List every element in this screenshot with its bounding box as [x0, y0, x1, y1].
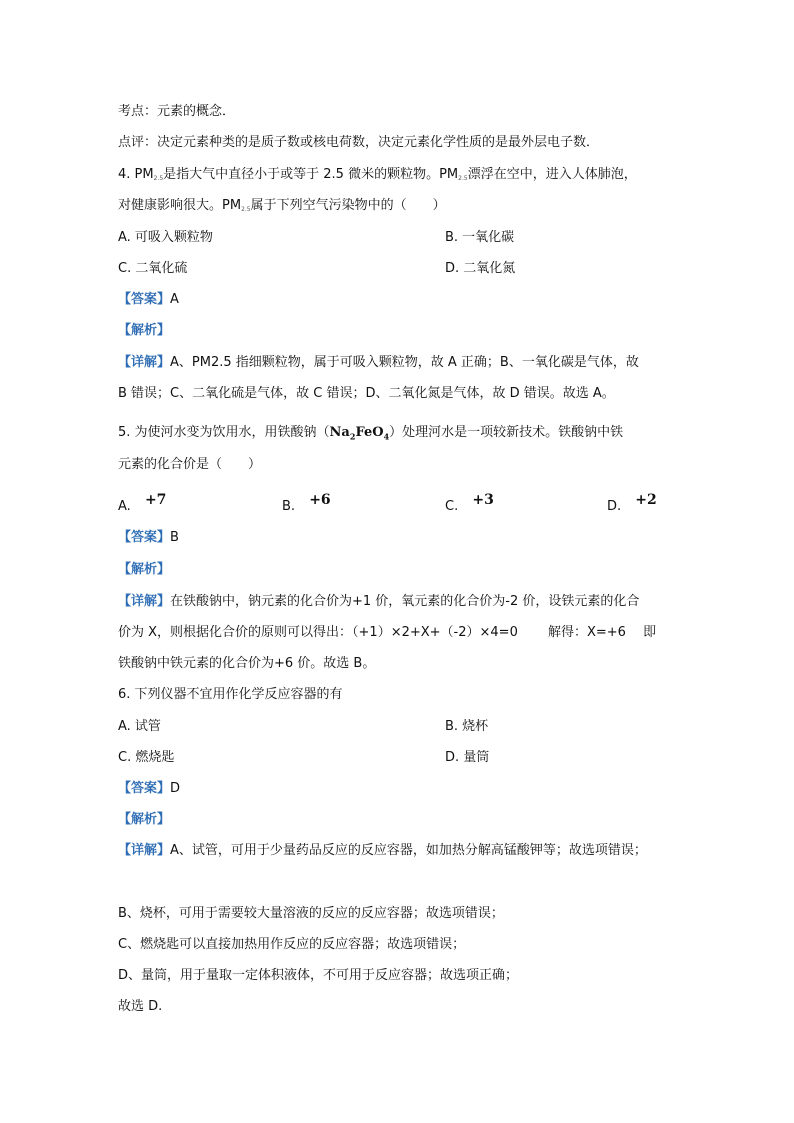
q6-option-b: B. 烧杯 [445, 719, 489, 734]
q6-option-c: C. 燃烧匙 [118, 750, 175, 765]
q6-option-d: D. 量筒 [445, 750, 490, 765]
q4-detail-line1: 【详解】A、PM2.5 指细颗粒物，属于可吸入颗粒物，故 A 正确；B、一氧化碳是气体，故 [118, 355, 639, 370]
q4-stem-line1: 4. $PM_{2.5}$是指大气中直径小于或等于 2.5 微米的颗粒物。$PM_{2.5}$漂浮在空中，进入人体肺泡， [118, 167, 637, 182]
exam-point: 考点：元素的概念． [118, 104, 236, 119]
q4-option-a: A. 可吸入颗粒物 [118, 230, 213, 245]
q5-option-d: D. +2 [607, 492, 657, 514]
q6-detail-line4: D、量筒，用于量取一定体积液体，不可用于反应容器；故选项正确； [118, 968, 519, 983]
q6-analysis-tag: 【解析】 [118, 812, 171, 827]
q6-detail-line2: B、烧杯，可用于需要较大量溶液的反应的反应容器；故选项错误； [118, 906, 504, 921]
q5-stem-line2: 元素的化合价是（ ） [118, 457, 262, 472]
q5-option-a: A. +7 [118, 492, 167, 514]
sodium-ferrate-formula: $Na_2FeO_4$ [329, 425, 390, 442]
q6-stem: 6. 下列仪器不宜用作化学反应容器的有 [118, 687, 343, 702]
q5-detail-line3: 铁酸钠中铁元素的化合价为+6 价。故选 B。 [118, 656, 376, 671]
q4-option-b: B. 一氧化碳 [445, 230, 515, 245]
q4-detail-line2: B 错误；C、二氧化硫是气体，故 C 错误；D、二氧化氮是气体，故 D 错误。故选 A。 [118, 386, 615, 401]
q6-option-a: A. 试管 [118, 719, 161, 734]
q5-option-c: C. +3 [445, 492, 494, 514]
comment: 点评：决定元素种类的是质子数或核电荷数，决定元素化学性质的是最外层电子数． [118, 135, 600, 150]
q5-option-b: B. +6 [282, 492, 331, 514]
q4-stem-line2: 对健康影响很大。$PM_{2.5}$属于下列空气污染物中的（ ） [118, 198, 446, 213]
q6-detail-line3: C、燃烧匙可以直接加热用作反应的反应容器；故选项错误； [118, 937, 466, 952]
q5-stem-line1: 5. 为使河水变为饮用水，用铁酸钠$(Na_2FeO_4)$处理河水是一项较新技术。铁酸钠中铁 [118, 425, 624, 442]
q4-option-c: C. 二氧化硫 [118, 261, 188, 276]
q4-option-d: D. 二氧化氮 [445, 261, 516, 276]
q5-answer: 【答案】B [118, 530, 179, 545]
q6-conclusion: 故选 D. [118, 999, 163, 1014]
q4-answer: 【答案】A [118, 292, 179, 307]
q6-answer: 【答案】D [118, 781, 181, 796]
q5-detail-line2: 价为 X，则根据化合价的原则可以得出：（+1）×2+X+（-2）×4=0 解得：X=+6 即 [118, 625, 657, 640]
q5-analysis-tag: 【解析】 [118, 562, 171, 577]
q4-analysis-tag: 【解析】 [118, 323, 171, 338]
q6-detail-line1: 【详解】A、试管，可用于少量药品反应的反应容器，如加热分解高锰酸钾等；故选项错误； [118, 843, 647, 858]
q5-detail-line1: 【详解】在铁酸钠中，钠元素的化合价为+1 价，氧元素的化合价为-2 价，设铁元素的化合 [118, 594, 640, 609]
